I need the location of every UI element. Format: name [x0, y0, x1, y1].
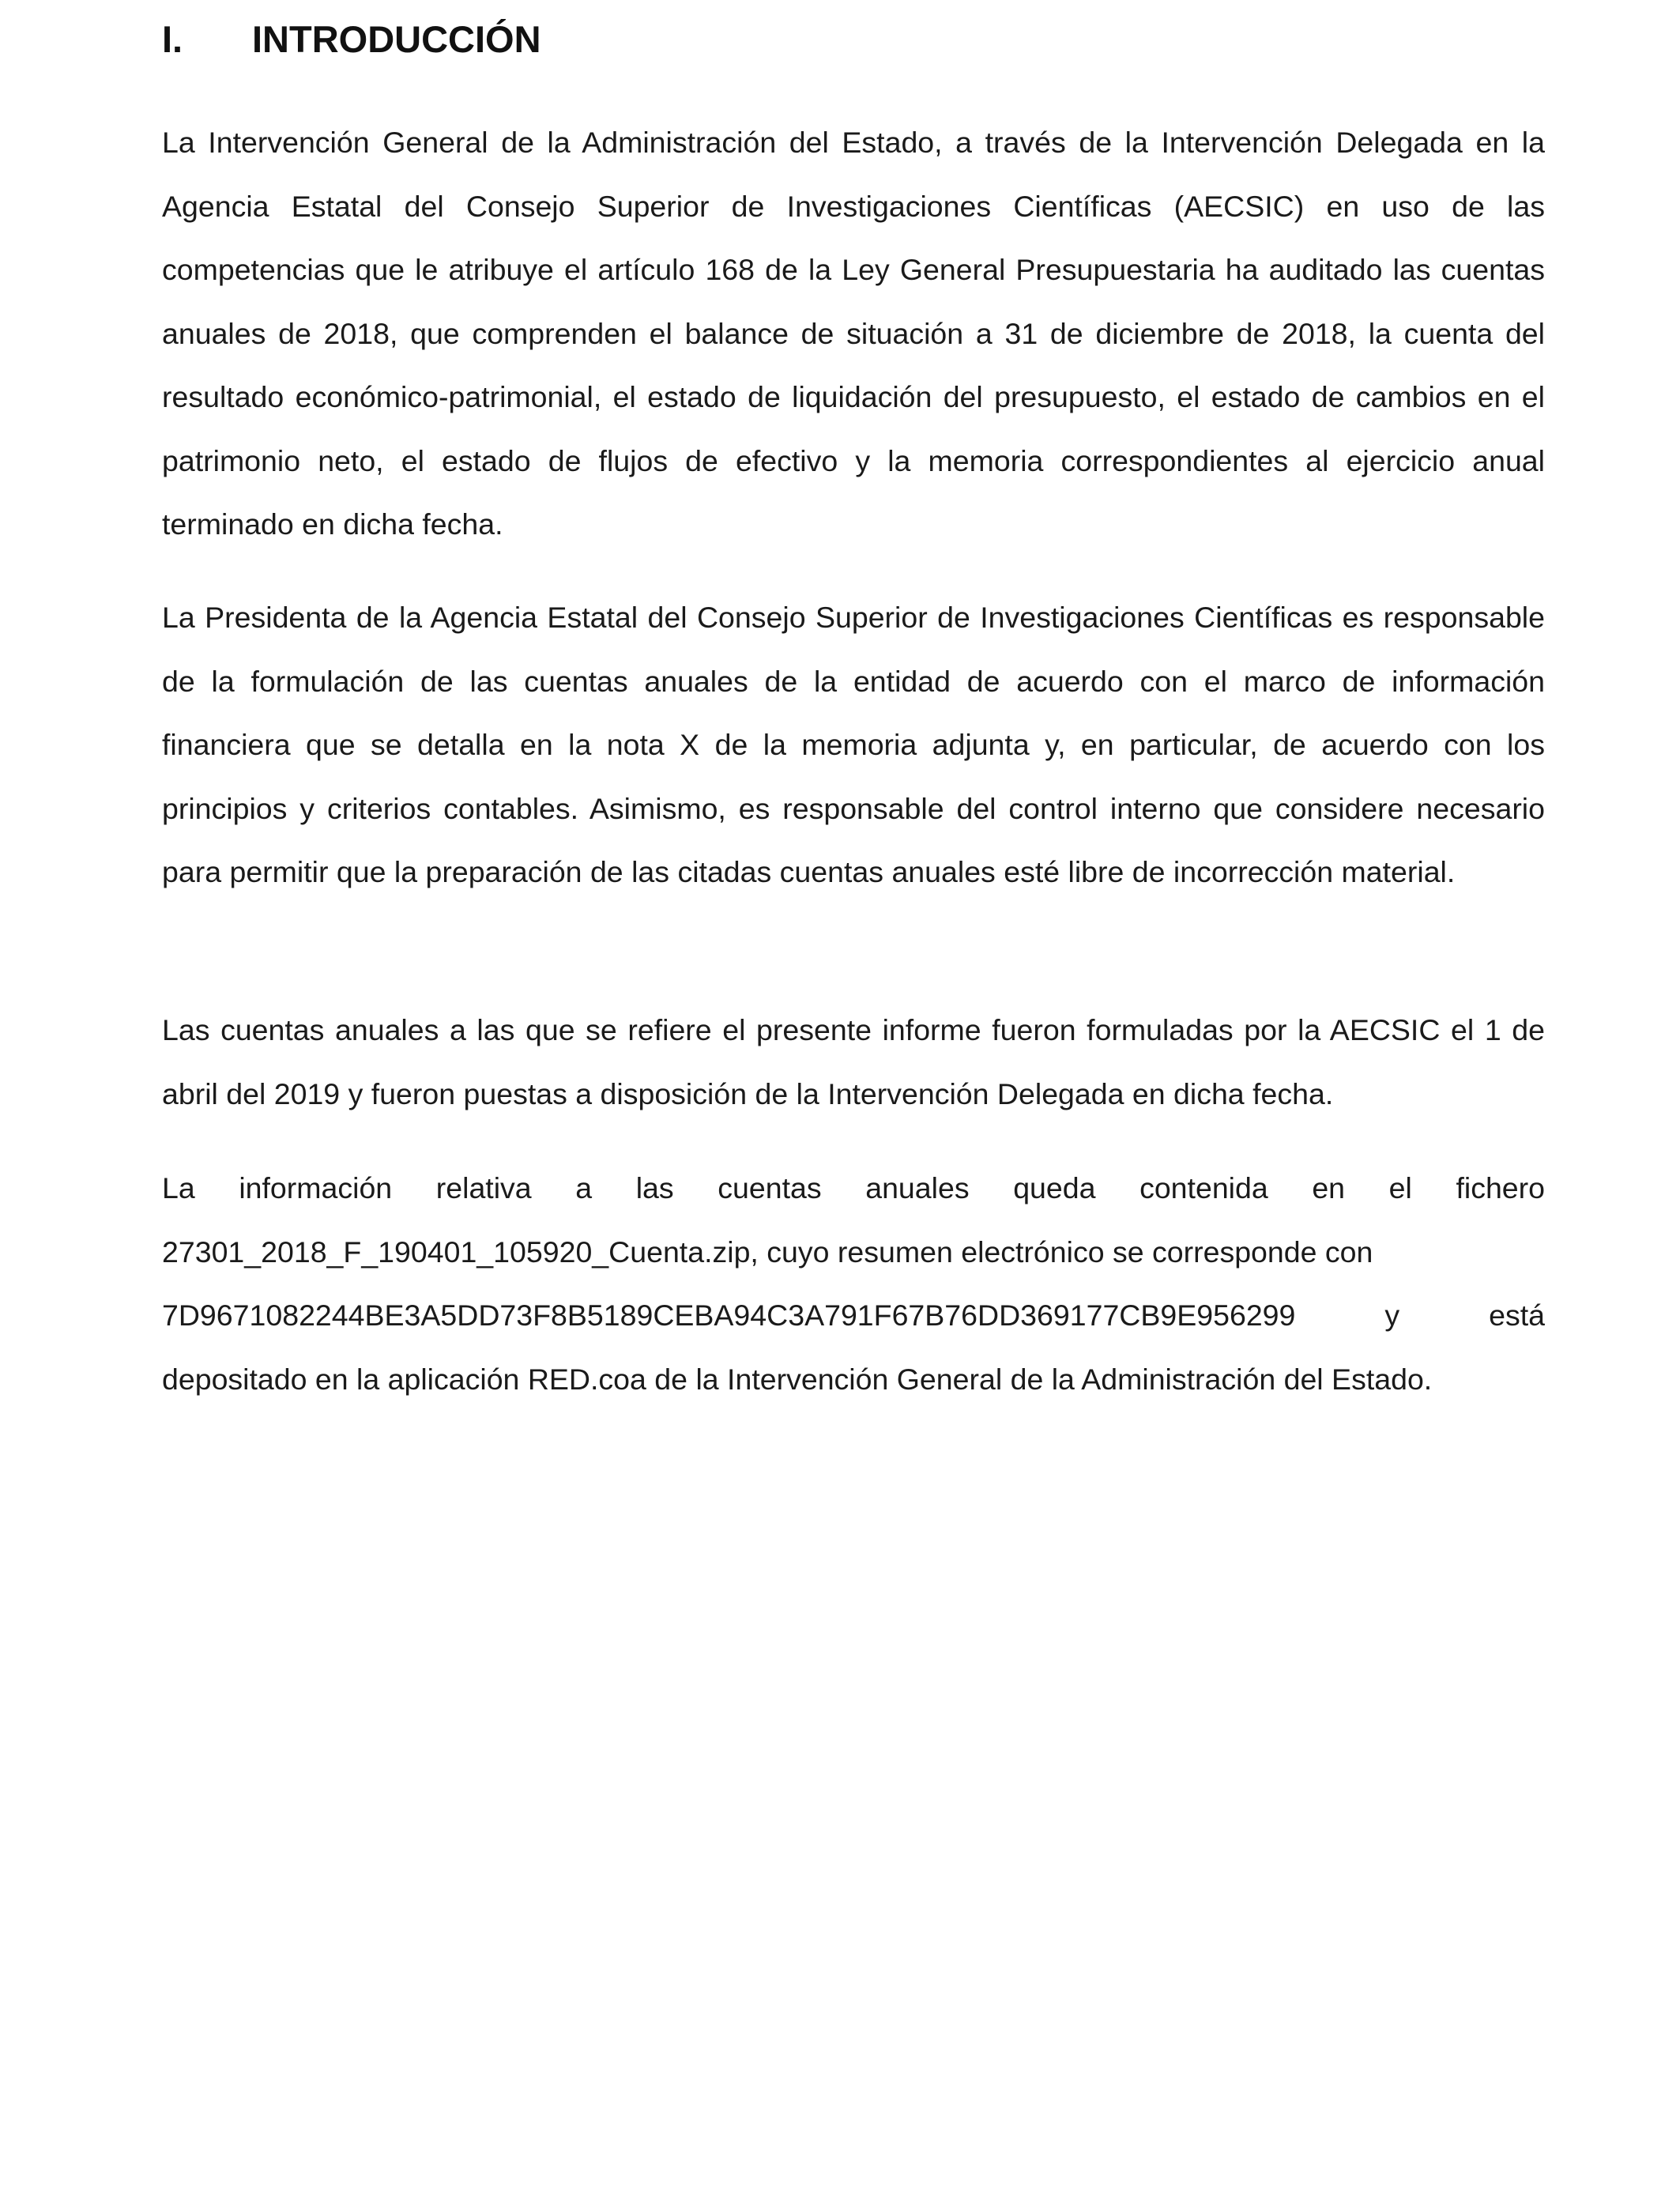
paragraph-file-info — [162, 1156, 1545, 1411]
file-hash-esta: está — [1489, 1299, 1545, 1332]
paragraph-responsibility: La Presidenta de la Agencia Estatal del Consejo Superior de Investigaciones Científicas es responsable de la formulación de las cuentas anuales de la entidad de acuerdo con el marco de información financiera que se detalla en la nota X de la memoria adjunta y, en particular, de acuerdo con los principios y criterios contables. Asimismo, es responsable del control interno que considere necesario para permitir que la preparación de las citadas cuentas anuales esté libre de incorrección material. — [162, 601, 1545, 888]
file-hash-line — [162, 1284, 1545, 1348]
file-info-outro: depositado en la aplicación RED.coa de la Intervención General de la Administración del Estado. — [162, 1362, 1433, 1396]
file-info-intro: La información relativa a las cuentas anuales queda contenida en el fichero 27301_2018_F_190401_105920_Cuenta.zip, cuyo resumen electrónico se corresponde con — [162, 1171, 1545, 1269]
section-title: INTRODUCCIÓN — [252, 17, 541, 60]
paragraph-formulation-date: Las cuentas anuales a las que se refiere el presente informe fueron formuladas por la AECSIC el 1 de abril del 2019 y fueron puestas a disposición de la Intervención Delegada en dicha fecha. — [162, 1013, 1545, 1110]
file-hash-value: 7D9671082244BE3A5DD73F8B5189CEBA94C3A791F67B76DD369177CB9E956299 — [162, 1299, 1296, 1332]
section-number: I. — [162, 17, 183, 60]
file-hash-y: y — [1384, 1299, 1400, 1332]
section-heading — [162, 11, 541, 66]
paragraph-audit-scope: La Intervención General de la Administración del Estado, a través de la Intervención Delegada en la Agencia Estatal del Consejo Superior de Investigaciones Científicas (AECSIC) en uso de las competencias que le atribuye el artículo 168 de la Ley General Presupuestaria ha auditado las cuentas anuales de 2018, que comprenden el balance de situación a 31 de diciembre de 2018, la cuenta del resultado económico-patrimonial, el estado de liquidación del presupuesto, el estado de cambios en el patrimonio neto, el estado de flujos de efectivo y la memoria correspondientes al ejercicio anual terminado en dicha fecha. — [162, 126, 1545, 541]
